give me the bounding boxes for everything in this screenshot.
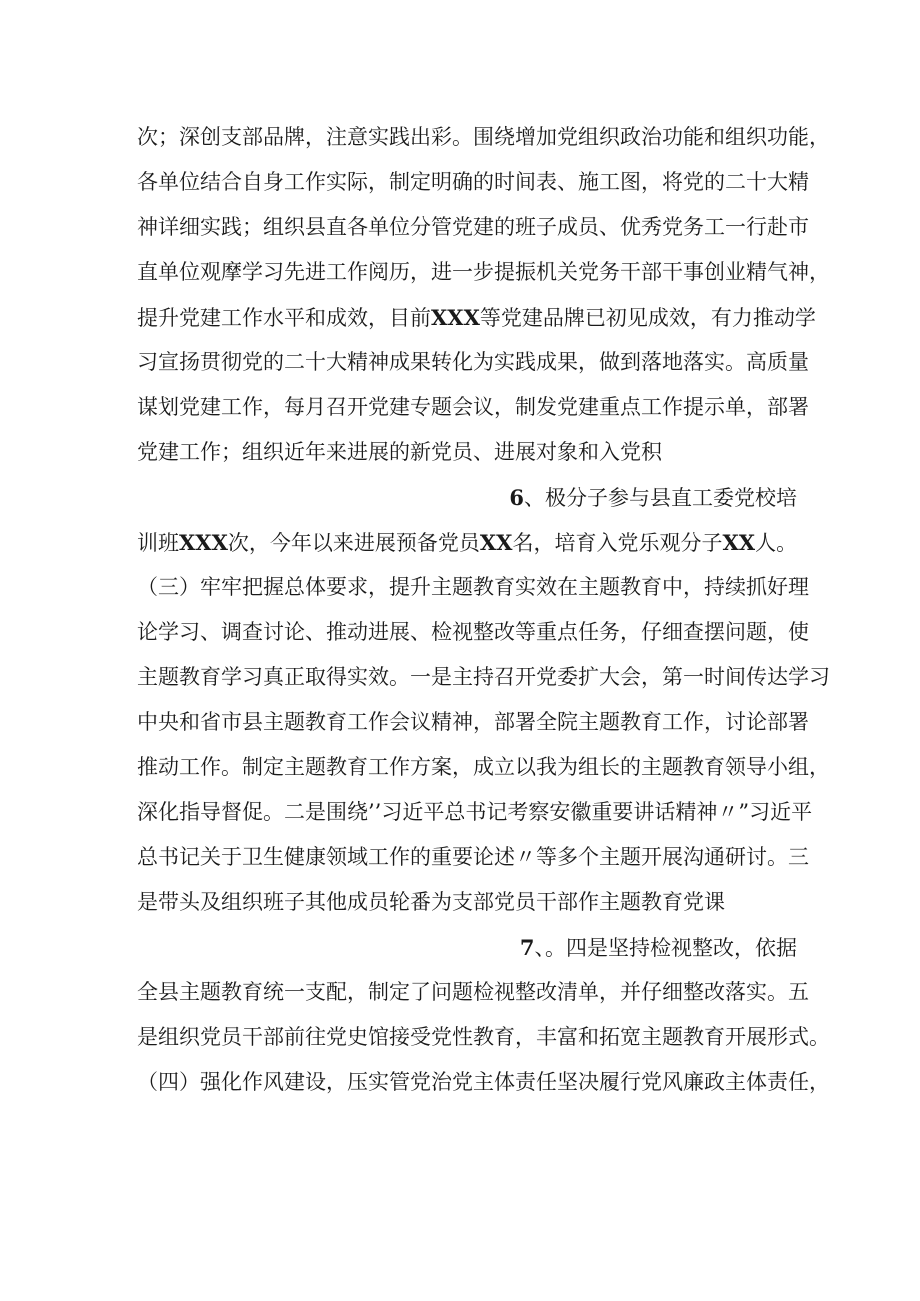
text-line: 各单位结合自身工作实际，制定明确的时间表、施工图，将党的二十大精: [137, 170, 809, 194]
text-line: 深化指导督促。二是围绕’’习近平总书记考察安徽重要讲话精神〃”习近平: [137, 800, 813, 824]
text-line: 直单位观摩学习先进工作阅历，进一步提振机关党务干部干事创业精气神，: [137, 260, 830, 284]
text-line: 习宣扬贯彻党的二十大精神成果转化为实践成果，做到落地落实。高质量: [137, 350, 809, 374]
numbered-heading-6: 6、极分子参与县直工委党校培: [509, 485, 797, 510]
text-line: 训班XXX次，今年以来进展预备党员XX名，培育入党乐观分子XX人。: [137, 530, 798, 555]
text-line: 论学习、调查讨论、推动进展、检视整改等重点任务，仔细查摆问题，使: [137, 620, 809, 644]
body-text: [137, 115, 830, 1105]
text-line: 全县主题教育统一支配，制定了问题检视整改清单，并仔细整改落实。五: [137, 980, 809, 1004]
text-line: 是组织党员干部前往党史馆接受党性教育，丰富和拓宽主题教育开展形式。: [137, 1025, 830, 1049]
text-line: 神详细实践；组织县直各单位分管党建的班子成员、优秀党务工一行赴市: [137, 215, 809, 239]
text-line: 次；深创支部品牌，注意实践出彩。围绕增加党组织政治功能和组织功能，: [137, 125, 830, 149]
text-line: 提升党建工作水平和成效，目前XXX等党建品牌已初见成效，有力推动学: [137, 305, 816, 330]
numbered-heading-7: 7、。四是坚持检视整改，依据: [519, 935, 797, 960]
section-heading-4: （四）强化作风建设，压实管党治党主体责任坚决履行党风廉政主体责任，: [137, 1070, 830, 1094]
text-line: 主题教育学习真正取得实效。一是主持召开党委扩大会，第一时间传达学习: [137, 665, 830, 689]
text-line: 党建工作；组织近年来进展的新党员、进展对象和入党积: [137, 440, 662, 464]
text-line: 推动工作。制定主题教育工作方案，成立以我为组长的主题教育领导小组，: [137, 755, 830, 779]
text-line: 是带头及组织班子其他成员轮番为支部党员干部作主题教育党课: [137, 890, 725, 914]
text-line: 总书记关于卫生健康领域工作的重要论述〃等多个主题开展沟通研讨。三: [137, 845, 809, 869]
section-heading-3: （三）牢牢把握总体要求，提升主题教育实效在主题教育中，持续抓好理: [137, 575, 809, 599]
text-line: 谋划党建工作，每月召开党建专题会议，制发党建重点工作提示单，部署: [137, 395, 809, 419]
text-line: 中央和省市县主题教育工作会议精神，部署全院主题教育工作，讨论部署: [137, 710, 809, 734]
